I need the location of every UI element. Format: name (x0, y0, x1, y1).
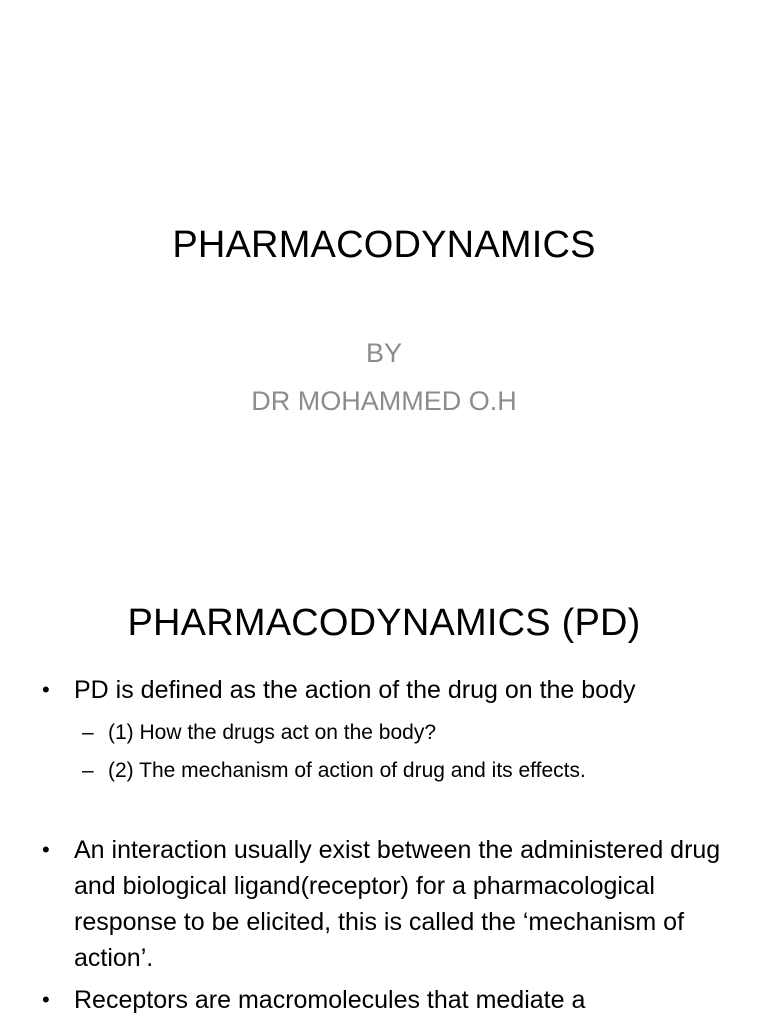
bullet-icon: • (42, 837, 50, 862)
bullet-text: An interaction usually exist between the administered drug and biological ligand(receptor) for a pharmacological response to be elicited, this is called the ‘mechanism of action’. (74, 836, 721, 972)
sub-bullet-text: (1) How the drugs act on the body? (108, 721, 437, 744)
dash-icon: – (82, 721, 94, 744)
slide-title: PHARMACODYNAMICS (172, 224, 596, 266)
slide-2 (0, 576, 768, 1024)
bullet-icon: • (42, 677, 50, 702)
bullet-item (38, 832, 728, 976)
subtitle-author: DR MOHAMMED O.H (251, 386, 517, 416)
bullet-list (38, 672, 728, 1018)
dash-icon: – (82, 759, 94, 782)
bullet-text: Receptors are macromolecules that mediate a (74, 986, 586, 1014)
sub-bullet-item (38, 752, 728, 790)
bullet-text: PD is defined as the action of the drug on the body (74, 676, 636, 704)
slide-title: PHARMACODYNAMICS (PD) (127, 602, 641, 644)
sub-bullet-text: (2) The mechanism of action of drug and its effects. (108, 759, 586, 782)
bullet-item (38, 672, 728, 708)
subtitle-by: BY (365, 338, 403, 368)
bullet-icon: • (42, 987, 50, 1012)
bullet-item (38, 982, 728, 1018)
sub-bullet-item (38, 714, 728, 752)
